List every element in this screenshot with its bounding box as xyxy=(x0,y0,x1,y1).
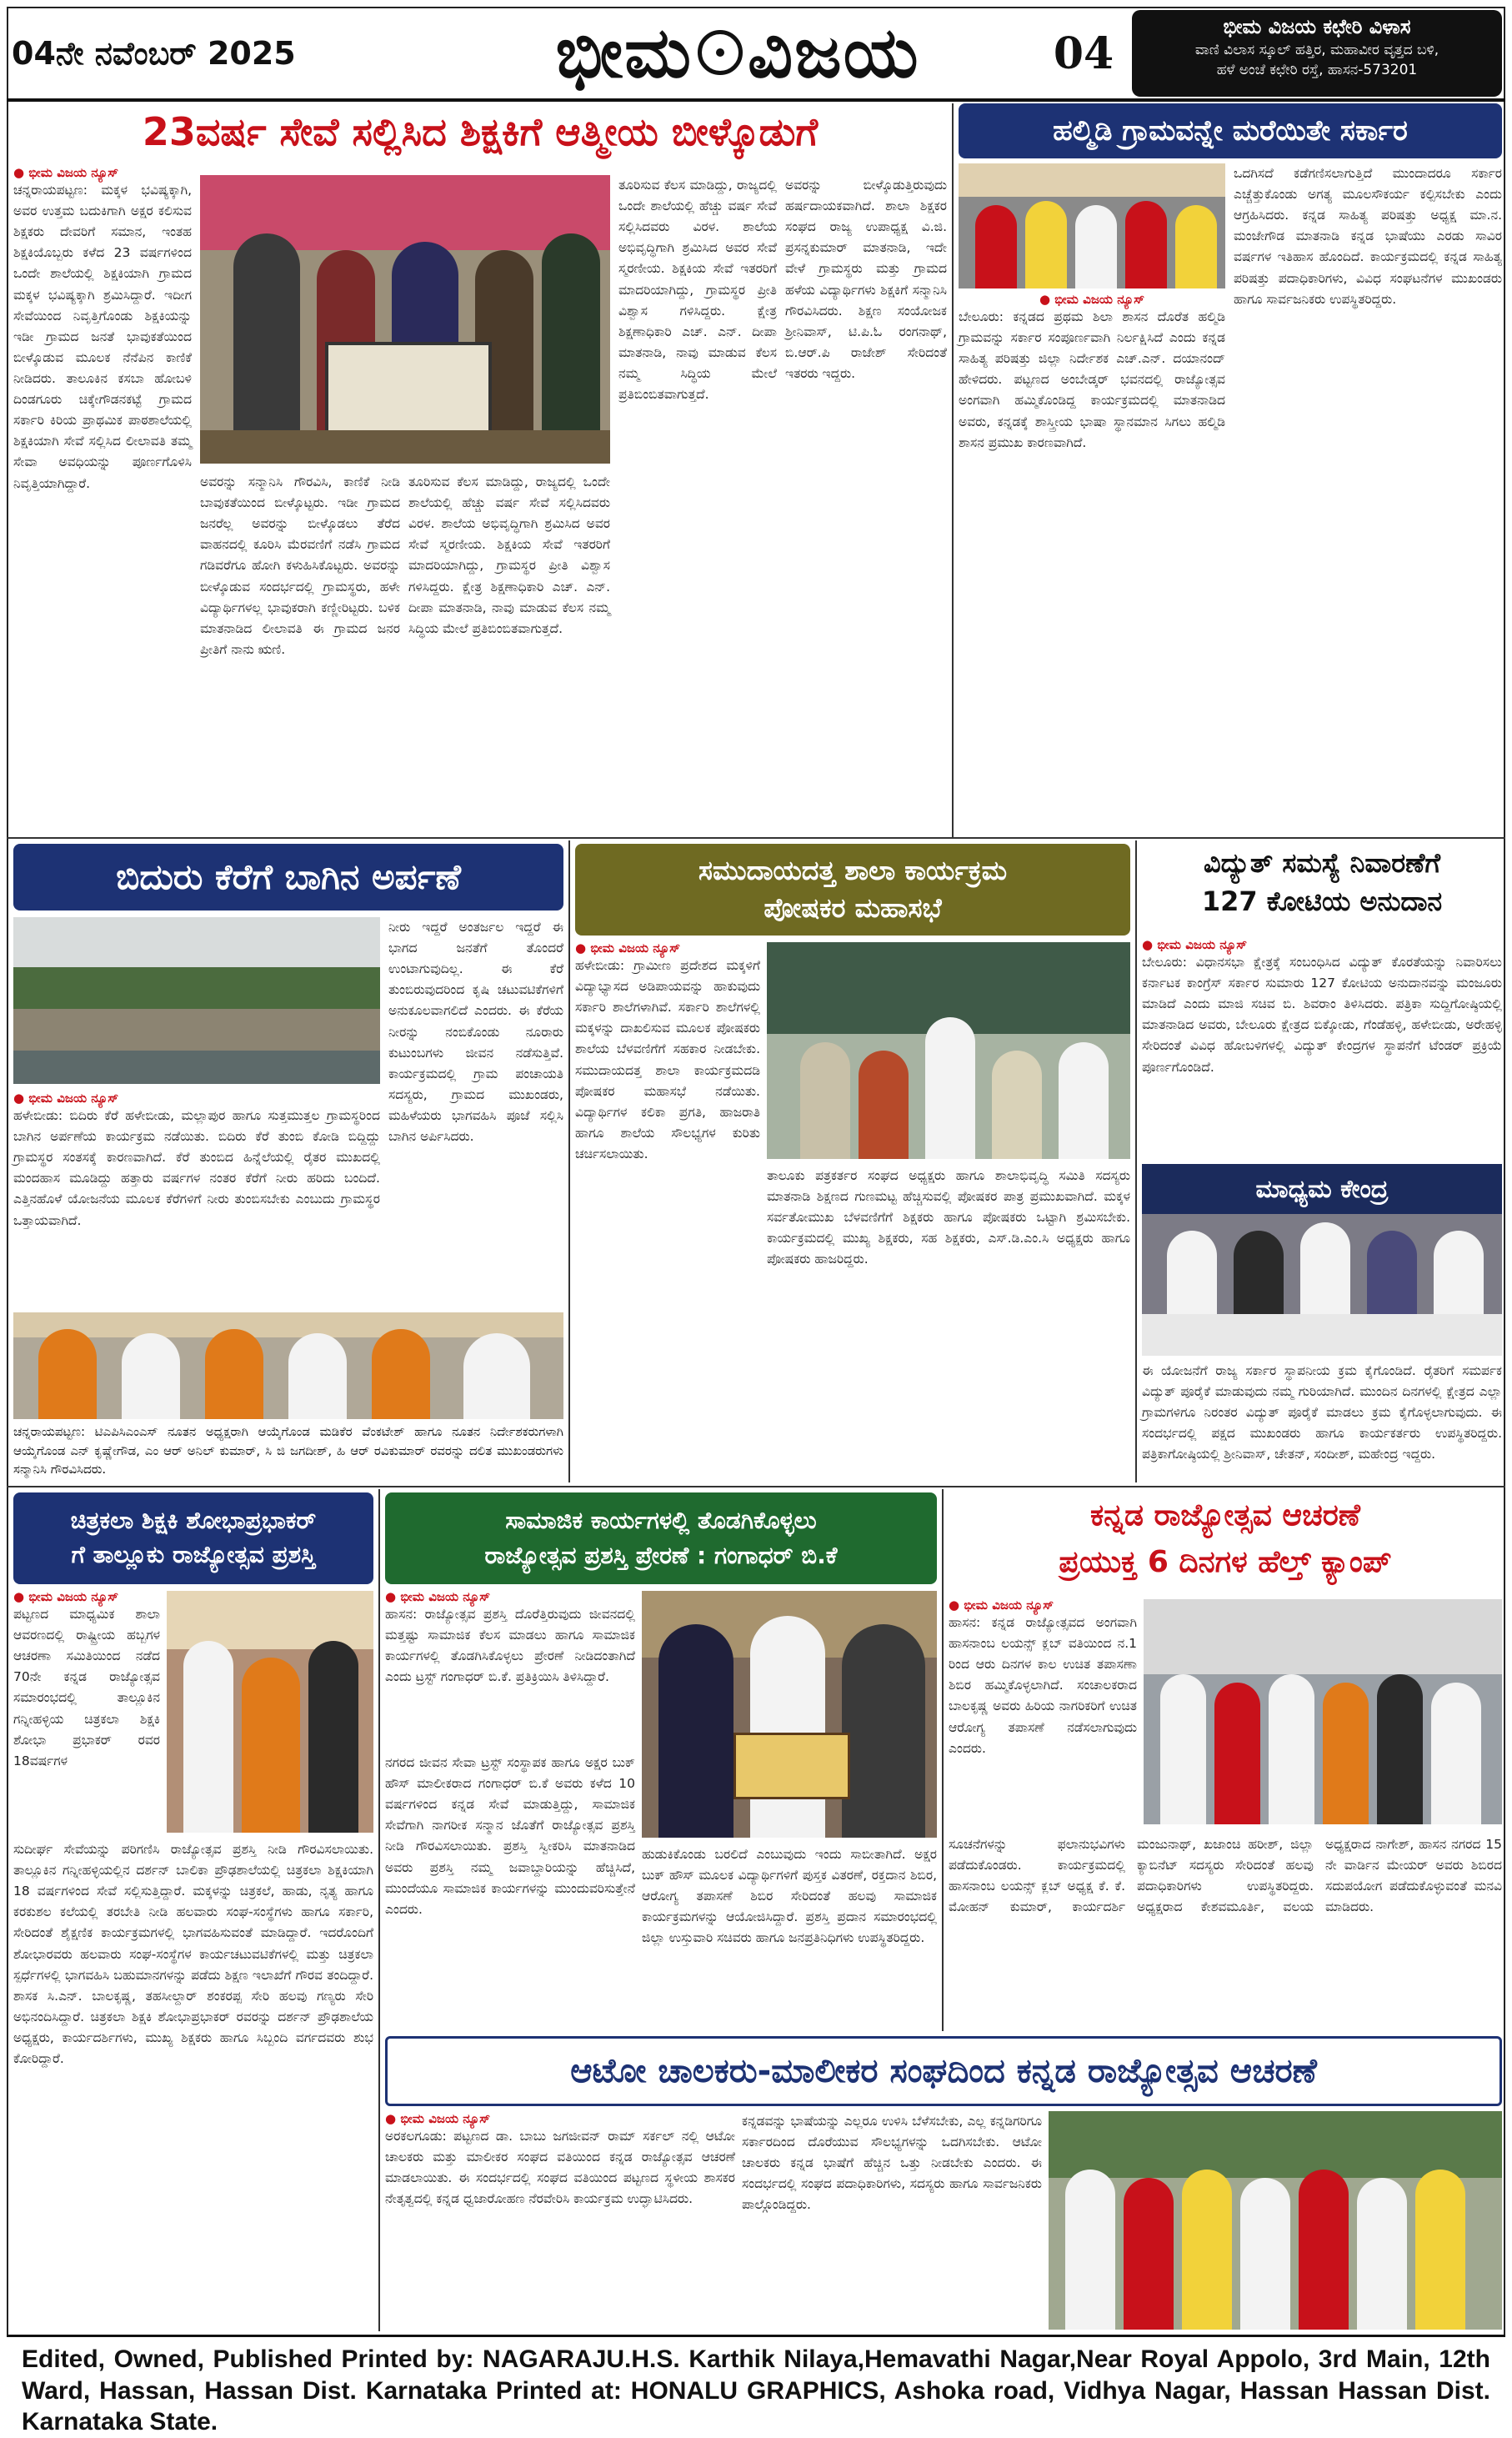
auto-col2 xyxy=(742,2111,1042,2330)
article-text: ನೀರು ಇದ್ದರೆ ಅಂತರ್ಜಲ ಇದ್ದರೆ ಈ ಭಾಗದ ಜನತೆಗೆ ತೊಂದರೆ ಉಂಟಾಗುವುದಿಲ್ಲ. ಈ ಕೆರೆ ತುಂಬಿರುವುದರಿಂದ ಕೃಷಿ ಚಟುವಟಿಕೆಗಳಿಗೆ ಅನುಕೂಲವಾಗಲಿದೆ ಎಂದರು. ಈ ಕೆರೆಯ ನೀರನ್ನು ನಂಬಿಕೊಂಡು ನೂರಾರು ಕುಟುಂಬಗಳು ಜೀವನ ನಡೆಸುತ್ತಿವೆ. ಕಾರ್ಯಕ್ರಮದಲ್ಲಿ ಗ್ರಾಮ ಪಂಚಾಯತಿ ಸದಸ್ಯರು, ಗ್ರಾಮದ ಮುಖಂಡರು, ಮಹಿಳೆಯರು ಭಾಗವಹಿಸಿ ಪೂಜೆ ಸಲ್ಲಿಸಿ ಬಾಗಿನ ಅರ್ಪಿಸಿದರು. xyxy=(388,920,563,1145)
logo-left: ಭೀಮ xyxy=(555,11,693,93)
byline: ● ಭೀಮ ವಿಜಯ ನ್ಯೂಸ್ xyxy=(385,2111,735,2126)
school-meeting-photo xyxy=(767,942,1130,1159)
byline: ● ಭೀಮ ವಿಜಯ ನ್ಯೂಸ್ xyxy=(575,941,760,956)
headline-line1: ವಿದ್ಯುತ್ ಸಮಸ್ಯೆ ನಿವಾರಣೆಗೆ xyxy=(1203,847,1441,879)
chakra-icon xyxy=(698,30,743,75)
office-line2: ಹಳೆ ಅಂಚೆ ಕಛೇರಿ ರಸ್ತೆ, ಹಾಸನ-573201 xyxy=(1216,62,1418,78)
article-text: ಒದಗಿಸದೆ ಕಡೆಗಣಿಸಲಾಗುತ್ತಿದೆ ಮುಂದಾದರೂ ಸರ್ಕಾರ ಎಚ್ಚೆತ್ತುಕೊಂಡು ಅಗತ್ಯ ಮೂಲಸೌಕರ್ಯ ಕಲ್ಪಿಸಬೇಕು ಎಂದು ಆಗ್ರಹಿಸಿದರು. ಕನ್ನಡ ಸಾಹಿತ್ಯ ಪರಿಷತ್ತು ಅಧ್ಯಕ್ಷ ಮಾ.ನ. ಮಂಜೇಗೌಡ ಮಾತನಾಡಿ ಕನ್ನಡ ಭಾಷೆಯು ಎರಡು ಸಾವಿರ ವರ್ಷಗಳ ಇತಿಹಾಸ ಹೊಂದಿದೆ. ಕಾರ್ಯಕ್ರಮದಲ್ಲಿ ಕನ್ನಡ ಸಾಹಿತ್ಯ ಪರಿಷತ್ತು ಪದಾಧಿಕಾರಿಗಳು, ವಿವಿಧ ಸಂಘಟನೆಗಳ ಮುಖಂಡರು ಹಾಗೂ ಸಾರ್ವಜನಿಕರು ಉಪಸ್ಥಿತರಿದ್ದರು. xyxy=(1234,166,1502,307)
teacher-col2 xyxy=(200,472,400,830)
newspaper-logo xyxy=(450,8,1025,97)
headline-line1: ಕನ್ನಡ ರಾಜ್ಯೋತ್ಸವ ಆಚರಣೆ xyxy=(1089,1498,1360,1533)
headline-line2: ಪ್ರಯುಕ್ತ 6 ದಿನಗಳ ಹೆಲ್ತ್ ಕ್ಯಾಂಪ್ xyxy=(1059,1544,1392,1579)
headline-line1: ಚಿತ್ರಕಲಾ ಶಿಕ್ಷಕಿ ಶೋಭಾಪ್ರಭಾಕರ್ xyxy=(70,1507,317,1535)
article-text: ಕನ್ನಡವನ್ನು ಭಾಷೆಯನ್ನು ಎಲ್ಲರೂ ಉಳಿಸಿ ಬೆಳೆಸಬೇಕು, ಎಲ್ಲ ಕನ್ನಡಿಗರಿಗೂ ಸರ್ಕಾರದಿಂದ ದೊರೆಯುವ ಸೌಲಭ್ಯಗಳನ್ನು ಒದಗಿಸಬೇಕು. ಆಟೋ ಚಾಲಕರು ಕನ್ನಡ ಭಾಷೆಗೆ ಹೆಚ್ಚಿನ ಒತ್ತು ನೀಡಬೇಕು ಎಂದರು. ಈ ಸಂದರ್ಭದಲ್ಲಿ ಸಂಘದ ಪದಾಧಿಕಾರಿಗಳು, ಸದಸ್ಯರು ಹಾಗೂ ಸಾರ್ವಜನಿಕರು ಪಾಲ್ಗೊಂಡಿದ್ದರು. xyxy=(742,2114,1042,2213)
headline-line2: 127 ಕೋಟಿಯ ಅನುದಾನ xyxy=(1201,885,1443,918)
article-text: ಹುಡುಕಿಕೊಂಡು ಬರಲಿದೆ ಎಂಬುವುದು ಇಂದು ಸಾಬೀತಾಗಿದೆ. ಅಕ್ಷರ ಬುಕ್ ಹೌಸ್ ಮೂಲಕ ವಿದ್ಯಾರ್ಥಿಗಳಿಗೆ ಪುಸ್ತಕ ವಿತರಣೆ, ರಕ್ತದಾನ ಶಿಬಿರ, ಆರೋಗ್ಯ ತಪಾಸಣೆ ಶಿಬಿರ ಸೇರಿದಂತೆ ಹಲವು ಸಾಮಾಜಿಕ ಕಾರ್ಯಕ್ರಮಗಳನ್ನು ಆಯೋಜಿಸಿದ್ದಾರೆ. ಪ್ರಶಸ್ತಿ ಪ್ರದಾನ ಸಮಾರಂಭದಲ್ಲಿ ಜಿಲ್ಲಾ ಉಸ್ತುವಾರಿ ಸಚಿವರು ಹಾಗೂ ಜನಪ್ರತಿನಿಧಿಗಳು ಉಪಸ್ಥಿತರಿದ್ದರು. xyxy=(642,1847,937,1946)
article-text: ಹಾಸನ: ಕನ್ನಡ ರಾಜ್ಯೋತ್ಸವದ ಅಂಗವಾಗಿ ಹಾಸನಾಂಬ ಲಯನ್ಸ್ ಕ್ಲಬ್ ವತಿಯಿಂದ ನ.1 ರಿಂದ ಆರು ದಿನಗಳ ಕಾಲ ಉಚಿತ ತಪಾಸಣಾ ಶಿಬಿರ ಹಮ್ಮಿಕೊಳ್ಳಲಾಗಿದೆ. ಸಂಚಾಲಕರಾದ ಬಾಲಕೃಷ್ಣ ಅವರು ಹಿರಿಯ ನಾಗರಿಕರಿಗೆ ಉಚಿತ ಆರೋಗ್ಯ ತಪಾಸಣೆ ನಡೆಸಲಾಗುವುದು ಎಂದರು. xyxy=(949,1615,1137,1756)
halmidi-photo xyxy=(959,163,1225,288)
headline-electricity xyxy=(1142,844,1502,936)
auto-drivers-photo xyxy=(1049,2111,1502,2330)
headline-line1: ಸಾಮಾಜಿಕ ಕಾರ್ಯಗಳಲ್ಲಿ ತೊಡಗಿಕೊಳ್ಳಲು xyxy=(505,1507,817,1534)
electricity-body xyxy=(1142,1361,1502,1482)
article-text: ತಾಲೂಕು ಪತ್ರಕರ್ತರ ಸಂಘದ ಅಧ್ಯಕ್ಷರು ಹಾಗೂ ಶಾಲಾಭಿವೃದ್ಧಿ ಸಮಿತಿ ಸದಸ್ಯರು ಮಾತನಾಡಿ ಶಿಕ್ಷಣದ ಗುಣಮಟ್ಟ ಹೆಚ್ಚಿಸುವಲ್ಲಿ ಪೋಷಕರ ಪಾತ್ರ ಪ್ರಮುಖವಾಗಿದೆ. ಮಕ್ಕಳ ಸರ್ವತೋಮುಖ ಬೆಳವಣಿಗೆಗೆ ಶಿಕ್ಷಕರು ಹಾಗೂ ಪೋಷಕರು ಒಟ್ಟಾಗಿ ಶ್ರಮಿಸಬೇಕು. ಕಾರ್ಯಕ್ರಮದಲ್ಲಿ ಮುಖ್ಯ ಶಿಕ್ಷಕರು, ಸಹ ಶಿಕ್ಷಕರು, ಎಸ್.ಡಿ.ಎಂ.ಸಿ ಅಧ್ಯಕ್ಷರು ಹಾಗೂ ಪೋಷಕರು ಹಾಜರಿದ್ದರು. xyxy=(767,1168,1130,1267)
article-text: ಅವರನ್ನು ಸನ್ಮಾನಿಸಿ ಗೌರವಿಸಿ, ಕಾಣಿಕೆ ನೀಡಿ ಬಾವುಕತೆಯಿಂದ ಬೀಳ್ಕೊಟ್ಟರು. ಇಡೀ ಗ್ರಾಮದ ಜನರೆಲ್ಲ ಅವರನ್ನು ಬೀಳ್ಕೊಡಲು ತೆರೆದ ವಾಹನದಲ್ಲಿ ಕೂರಿಸಿ ಮೆರವಣಿಗೆ ನಡೆಸಿ ಗ್ರಾಮದ ಗಡಿವರೆಗೂ ಹೋಗಿ ಕಳುಹಿಸಿಕೊಟ್ಟರು. ಅವರನ್ನು ಬೀಳ್ಕೊಡುವ ಸಂದರ್ಭದಲ್ಲಿ ಗ್ರಾಮಸ್ಥರು, ಹಳೇ ವಿದ್ಯಾರ್ಥಿಗಳಲ್ಲ ಭಾವುಕರಾಗಿ ಕಣ್ಣೀರಿಟ್ಟರು. ಬಳಿಕ ಮಾತನಾಡಿದ ಲೀಲಾವತಿ ಈ ಗ್ರಾಮದ ಜನರ ಪ್ರೀತಿಗೆ ನಾನು ಋಣಿ. xyxy=(200,474,400,657)
article-text: ತೂರಿಸುವ ಕೆಲಸ ಮಾಡಿದ್ದು, ರಾಜ್ಯದಲ್ಲಿ ಒಂದೇ ಶಾಲೆಯಲ್ಲಿ ಹೆಚ್ಚು ವರ್ಷ ಸೇವೆ ಸಲ್ಲಿಸಿದವರು ವಿರಳ. ಶಾಲೆಯ ಅಭಿವೃದ್ಧಿಗಾಗಿ ಶ್ರಮಿಸಿದ ಅವರ ಸೇವೆ ಸ್ಮರಣೀಯ. ಶಿಕ್ಷಕಿಯ ಸೇವೆ ಇತರರಿಗೆ ಮಾದರಿಯಾಗಿದ್ದು, ಗ್ರಾಮಸ್ಥರ ಪ್ರೀತಿ ವಿಶ್ವಾಸ ಗಳಿಸಿದ್ದರು. ಕ್ಷೇತ್ರ ಶಿಕ್ಷಣಾಧಿಕಾರಿ ಎಚ್. ಎನ್. ದೀಪಾ ಮಾತನಾಡಿ, ನಾವು ಮಾಡುವ ಕೆಲಸ ನಮ್ಮ ಸಿದ್ಧಿಯ ಮೇಲೆ ಪ್ರತಿಬಿಂಬಿತವಾಗುತ್ತದೆ. xyxy=(618,178,777,403)
row-divider xyxy=(7,837,1505,839)
headline-line2: ಗೆ ತಾಲ್ಲೂಕು ರಾಜ್ಯೋತ್ಸವ ಪ್ರಶಸ್ತಿ xyxy=(71,1541,316,1568)
headline-school-meeting xyxy=(575,844,1130,936)
masthead-rule xyxy=(7,98,1505,102)
byline: ● ಭೀಮ ವಿಜಯ ನ್ಯೂಸ್ xyxy=(13,1091,380,1106)
lake-photo xyxy=(13,917,380,1084)
article-text: ಪಟ್ಟಣದ ಮಾಧ್ಯಮಿಕ ಶಾಲಾ ಆವರಣದಲ್ಲಿ ರಾಷ್ಟ್ರೀಯ ಹಬ್ಬಗಳ ಆಚರಣಾ ಸಮಿತಿಯಿಂದ ನಡೆದ 70ನೇ ಕನ್ನಡ ರಾಜ್ಯೋತ್ಸವ ಸಮಾರಂಭದಲ್ಲಿ ತಾಲ್ಲೂಕಿನ ಗನ್ನೀಹಳ್ಳಿಯ ಚಿತ್ರಕಲಾ ಶಿಕ್ಷಕಿ ಶೋಭಾ ಪ್ರಭಾಕರ್ ರವರ 18ವರ್ಷಗಳ xyxy=(13,1607,160,1768)
art-teacher-body xyxy=(13,1839,373,2330)
article-text: ಸೂಚನೆಗಳನ್ನು ಫಲಾನುಭವಿಗಳು ಪಡೆದುಕೊಂಡರು. ಕಾರ್ಯಕ್ರಮದಲ್ಲಿ ಹಾಸನಾಂಬ ಲಯನ್ಸ್ ಕ್ಲಬ್ ಅಧ್ಯಕ್ಷ ಕೆ. ಕೆ. ಮೋಹನ್ ಕುಮಾರ್, ಕಾರ್ಯದರ್ಶಿ ಮಂಜುನಾಥ್, ಖಜಾಂಚಿ ಹರೀಶ್, ಜಿಲ್ಲಾ ಕ್ಯಾಬಿನೆಟ್ ಸದಸ್ಯರು ಸೇರಿದಂತೆ ಹಲವು ಪದಾಧಿಕಾರಿಗಳು ಉಪಸ್ಥಿತರಿದ್ದರು. ಅಧ್ಯಕ್ಷರಾದ ಕೇಶವಮೂರ್ತಿ, ವಲಯ ಅಧ್ಯಕ್ಷರಾದ ನಾಗೇಶ್, ಹಾಸನ ನಗರದ 15 ನೇ ವಾರ್ಡಿನ ಮೇಯರ್ ಅವರು ಶಿಬಿರದ ಸದುಪಯೋಗ ಪಡೆದುಕೊಳ್ಳುವಂತೆ ಮನವಿ ಮಾಡಿದರು. xyxy=(949,1837,1502,1915)
bidiru-col2 xyxy=(388,917,563,1307)
teacher-col3 xyxy=(618,175,777,832)
headline-halmidi: ಹಲ್ಮಿಡಿ ಗ್ರಾಮವನ್ನೇ ಮರೆಯಿತೇ ಸರ್ಕಾರ xyxy=(959,103,1502,158)
headline-line2: ರಾಜ್ಯೋತ್ಸವ ಪ್ರಶಸ್ತಿ ಪ್ರೇರಣೆ : ಗಂಗಾಧರ್ ಬಿ.ಕೆ xyxy=(484,1542,838,1569)
school-col1 xyxy=(575,941,760,1474)
bidiru-col1 xyxy=(13,1091,380,1307)
health-camp-photo xyxy=(1144,1599,1502,1824)
madhyama-banner: ಮಾಧ್ಯಮ ಕೇಂದ್ರ xyxy=(1142,1164,1502,1214)
teacher-farewell-photo xyxy=(200,175,610,464)
halmidi-col2 xyxy=(1234,163,1502,834)
teacher-col1 xyxy=(13,165,192,832)
page-number: 04 xyxy=(1053,28,1114,79)
office-title: ಭೀಮ ವಿಜಯ ಕಛೇರಿ ವಿಳಾಸ xyxy=(1223,15,1411,38)
article-text: ಹಳೇಬೀಡು: ಬಿದಿರು ಕೆರೆ ಹಳೇಬೀಡು, ಮಲ್ಲಾಪುರ ಹಾಗೂ ಸುತ್ತಮುತ್ತಲ ಗ್ರಾಮಸ್ಥರಿಂದ ಬಾಗಿನ ಅರ್ಪಣೆಯ ಕಾರ್ಯಕ್ರಮ ನಡೆಯಿತು. ಬಿದಿರು ಕೆರೆ ತುಂಬಿ ಕೋಡಿ ಬಿದ್ದಿದ್ದು ಗ್ರಾಮಸ್ಥರ ಸಂತಸಕ್ಕೆ ಕಾರಣವಾಗಿದೆ. ಕೆರೆ ತುಂಬಿದ ಹಿನ್ನೆಲೆಯಲ್ಲಿ ರೈತರ ಮುಖದಲ್ಲಿ ಮಂದಹಾಸ ಮೂಡಿದ್ದು ಹತ್ತಾರು ವರ್ಷಗಳ ನಂತರ ಕೆರೆಗೆ ನೀರು ಹರಿದು ಬಂದಿದೆ. ಎತ್ತಿನಹೊಳೆ ಯೋಜನೆಯ ಮೂಲಕ ಕೆರೆಗಳಿಗೆ ನೀರು ತುಂಬಿಸಬೇಕು ಎಂಬುದು ಗ್ರಾಮಸ್ಥರ ಒತ್ತಾಯವಾಗಿದೆ. xyxy=(13,1108,380,1228)
headline-auto-drivers: ಆಟೋ ಚಾಲಕರು-ಮಾಲೀಕರ ಸಂಘದಿಂದ ಕನ್ನಡ ರಾಜ್ಯೋತ್ಸವ ಆಚರಣೆ xyxy=(385,2036,1502,2106)
teacher-col4 xyxy=(785,175,947,832)
article-text: ಸುದೀರ್ಘ ಸೇವೆಯನ್ನು ಪರಿಗಣಿಸಿ ರಾಜ್ಯೋತ್ಸವ ಪ್ರಶಸ್ತಿ ನೀಡಿ ಗೌರವಿಸಲಾಯಿತು. ತಾಲ್ಲೂಕಿನ ಗನ್ನೀಹಳ್ಳಿಯಲ್ಲಿನ ದರ್ಶನ್ ಬಾಲಿಕಾ ಪ್ರೌಢಶಾಲೆಯಲ್ಲಿ ಚಿತ್ರಕಲಾ ಶಿಕ್ಷಕಿಯಾಗಿ 18 ವರ್ಷಗಳಿಂದ ಸೇವೆ ಸಲ್ಲಿಸುತ್ತಿದ್ದಾರೆ. ಮಕ್ಕಳನ್ನು ಚಿತ್ರಕಲೆ, ಹಾಡು, ನೃತ್ಯ ಹಾಗೂ ಕರಕುಶಲ ಕಲೆಯಲ್ಲಿ ತರಬೇತಿ ನೀಡಿ ಹಲವಾರು ಸಂಘ-ಸಂಸ್ಥೆಗಳು ಹಾಗೂ ಸರ್ಕಾರಿ, ಸೇರಿದಂತೆ ಶೈಕ್ಷಣಿಕ ಕಾರ್ಯಕ್ರಮಗಳಲ್ಲಿ ಭಾಗವಹಿಸುವಂತೆ ಮಾಡಿದ್ದಾರೆ. ಇದರೊಂದಿಗೆ ಶೋಭಾರವರು ಹಲವಾರು ಸಂಘ-ಸಂಸ್ಥೆಗಳ ಕಾರ್ಯಚಟುವಟಿಕೆಗಳಲ್ಲಿ ಮತ್ತು ಚಿತ್ರಕಲಾ ಸ್ಪರ್ಧೆಗಳಲ್ಲಿ ಭಾಗವಹಿಸಿ ಬಹುಮಾನಗಳನ್ನು ಪಡೆದು ಶಿಕ್ಷಣ ಇಲಾಖೆಗೆ ಗೌರವ ತಂದಿದ್ದಾರೆ. ಶಾಸಕ ಸಿ.ಎನ್. ಬಾಲಕೃಷ್ಣ, ತಹಸೀಲ್ದಾರ್ ಶಂಕರಪ್ಪ ಸೇರಿ ಹಲವು ಗಣ್ಯರು ಸೇರಿ ಅಭಿನಂದಿಸಿದ್ದಾರೆ. ಚಿತ್ರಕಲಾ ಶಿಕ್ಷಕಿ ಶೋಭಾಪ್ರಭಾಕರ್‌ ರವರನ್ನು ದರ್ಶನ್ ಪ್ರೌಢಶಾಲೆಯ ಅಧ್ಯಕ್ಷರು, ಕಾರ್ಯದರ್ಶಿಗಳು, ಮುಖ್ಯ ಶಿಕ್ಷಕರು ಹಾಗೂ ಸಿಬ್ಬಂದಿ ವರ್ಗದವರು ಶುಭ ಕೋರಿದ್ದಾರೆ. xyxy=(13,1842,373,2067)
headline-teacher-farewell: 23ವರ್ಷ ಸೇವೆ ಸಲ್ಲಿಸಿದ ಶಿಕ್ಷಕಿಗೆ ಆತ್ಮೀಯ ಬೀಳ್ಕೊಡುಗೆ xyxy=(142,109,819,154)
column-divider xyxy=(952,103,954,837)
article-text: ಅವರನ್ನು ಬೀಳ್ಕೊಡುತ್ತಿರುವುದು ಹರ್ಷದಾಯಕವಾಗಿದೆ. ಶಾಲಾ ಶಿಕ್ಷಕರ ಸಂಘದ ರಾಜ್ಯ ಉಪಾಧ್ಯಕ್ಷ ವಿ.ಜಿ. ಪ್ರಸನ್ನಕುಮಾರ್ ಮಾತನಾಡಿ, ಇದೇ ವೇಳೆ ಗ್ರಾಮಸ್ಥರು ಮತ್ತು ಗ್ರಾಮದ ಹಳೆಯ ವಿದ್ಯಾರ್ಥಿಗಳು ಶಿಕ್ಷಕಿಗೆ ಸನ್ಮಾನಿಸಿ ಗೌರವಿಸಿದರು. ಶಿಕ್ಷಣ ಸಂಯೋಜಕ ಶ್ರೀನಿವಾಸ್, ಟಿ.ಪಿ.ಓ ರಂಗನಾಥ್, ಬಿ.ಆರ್.ಪಿ ರಾಜೇಶ್ ಸೇರಿದಂತೆ ಇತರರು ಇದ್ದರು. xyxy=(785,178,947,381)
byline: ● ಭೀಮ ವಿಜಯ ನ್ಯೂಸ್ xyxy=(1142,937,1502,952)
teacher-col2b xyxy=(408,472,610,830)
byline: ● ಭೀಮ ವಿಜಯ ನ್ಯೂಸ್ xyxy=(13,1589,160,1604)
byline: ● ಭೀಮ ವಿಜಯ ನ್ಯೂಸ್ xyxy=(13,165,192,180)
press-meet-photo xyxy=(1142,1164,1502,1356)
halmidi-col1 xyxy=(959,292,1225,834)
headline-health-camp xyxy=(949,1492,1502,1593)
headline-line2: ಪೋಷಕರ ಮಹಾಸಭೆ xyxy=(764,892,942,924)
article-text: ಬೇಲೂರು: ವಿಧಾನಸಭಾ ಕ್ಷೇತ್ರಕ್ಕೆ ಸಂಬಂಧಿಸಿದ ವಿದ್ಯುತ್ ಕೊರತೆಯನ್ನು ನಿವಾರಿಸಲು ಕರ್ನಾಟಕ ಕಾಂಗ್ರೆಸ್ ಸರ್ಕಾರ ಸುಮಾರು 127 ಕೋಟಿಯ ಅನುದಾನವನ್ನು ಮಂಜೂರು ಮಾಡಿದೆ ಎಂದು ಮಾಜಿ ಸಚಿವ ಬಿ. ಶಿವರಾಂ ತಿಳಿಸಿದರು. ಪತ್ರಿಕಾ ಸುದ್ದಿಗೋಷ್ಠಿಯಲ್ಲಿ ಮಾತನಾಡಿದ ಅವರು, ಬೇಲೂರು ಕ್ಷೇತ್ರದ ಬಿಕ್ಕೋಡು, ಗೆಂಡೆಹಳ್ಳಿ, ಹಳೇಬೀಡು, ಅರೇಹಳ್ಳಿ ಸೇರಿದಂತೆ ವಿವಿಧ ಹೋಬಳಿಗಳಲ್ಲಿ ವಿದ್ಯುತ್ ಕೇಂದ್ರಗಳ ಸ್ಥಾಪನೆಗೆ ಟೆಂಡರ್ ಪ್ರಕ್ರಿಯೆ ಪೂರ್ಣಗೊಂಡಿದೆ. xyxy=(1142,955,1502,1075)
column-divider xyxy=(1135,840,1137,1482)
article-text: ತೂರಿಸುವ ಕೆಲಸ ಮಾಡಿದ್ದು, ರಾಜ್ಯದಲ್ಲಿ ಒಂದೇ ಶಾಲೆಯಲ್ಲಿ ಹೆಚ್ಚು ವರ್ಷ ಸೇವೆ ಸಲ್ಲಿಸಿದವರು ವಿರಳ. ಶಾಲೆಯ ಅಭಿವೃದ್ಧಿಗಾಗಿ ಶ್ರಮಿಸಿದ ಅವರ ಸೇವೆ ಸ್ಮರಣೀಯ. ಶಿಕ್ಷಕಿಯ ಸೇವೆ ಇತರರಿಗೆ ಮಾದರಿಯಾಗಿದ್ದು, ಗ್ರಾಮಸ್ಥರ ಪ್ರೀತಿ ವಿಶ್ವಾಸ ಗಳಿಸಿದ್ದರು. ಕ್ಷೇತ್ರ ಶಿಕ್ಷಣಾಧಿಕಾರಿ ಎಚ್. ಎನ್. ದೀಪಾ ಮಾತನಾಡಿ, ನಾವು ಮಾಡುವ ಕೆಲಸ ನಮ್ಮ ಸಿದ್ಧಿಯ ಮೇಲೆ ಪ್ರತಿಬಿಂಬಿತವಾಗುತ್ತದೆ. xyxy=(408,474,610,636)
article-text: ಹಾಸನ: ರಾಜ್ಯೋತ್ಸವ ಪ್ರಶಸ್ತಿ ದೊರೆತ್ತಿರುವುದು ಜೀವನದಲ್ಲಿ ಮತ್ತಷ್ಟು ಸಾಮಾಜಿಕ ಕೆಲಸ ಮಾಡಲು ಹಾಗೂ ಸಾಮಾಜಿಕ ಕಾರ್ಯಗಳಲ್ಲಿ ತೊಡಗಿಸಿಕೊಳ್ಳಲು ಪ್ರೇರಣೆ ನೀಡಿದಂತಾಗಿದೆ ಎಂದು ಟ್ರಸ್ಟ್ ಗಂಗಾಧರ್ ಬಿ.ಕೆ. ಪ್ರತಿಕ್ರಿಯಿಸಿ ತಿಳಿಸಿದ್ದಾರೆ. xyxy=(385,1607,635,1685)
article-text: ಹಳೇಬೀಡು: ಗ್ರಾಮೀಣ ಪ್ರದೇಶದ ಮಕ್ಕಳಿಗೆ ವಿದ್ಯಾಭ್ಯಾಸದ ಅಡಿಪಾಯವನ್ನು ಹಾಕುವುದು ಸರ್ಕಾರಿ ಶಾಲೆಗಳಾಗಿವೆ. ಸರ್ಕಾರಿ ಶಾಲೆಗಳಲ್ಲಿ ಮಕ್ಕಳನ್ನು ದಾಖಲಿಸುವ ಮೂಲಕ ಪೋಷಕರು ಶಾಲೆಯ ಬೆಳವಣಿಗೆಗೆ ಸಹಕಾರ ನೀಡಬೇಕು. ಸಮುದಾಯದತ್ತ ಶಾಲಾ ಕಾರ್ಯಕ್ರಮದಡಿ ಪೋಷಕರ ಮಹಾಸಭೆ ನಡೆಯಿತು. ವಿದ್ಯಾರ್ಥಿಗಳ ಕಲಿಕಾ ಪ್ರಗತಿ, ಹಾಜರಾತಿ ಹಾಗೂ ಶಾಲೆಯ ಸೌಲಭ್ಯಗಳ ಕುರಿತು ಚರ್ಚಿಸಲಾಯಿತು. xyxy=(575,958,760,1161)
issue-date: 04ನೇ ನವೆಂಬರ್ 2025 xyxy=(12,34,296,72)
tapcms-caption: ಚನ್ನರಾಯಪಟ್ಟಣ: ಟಿಎಪಿಸಿಎಂಎಸ್ ನೂತನ ಅಧ್ಯಕ್ಷರಾಗಿ ಆಯ್ಕೆಗೊಂಡ ಮಡಿಕೆರ ವೆಂಕಟೇಶ್ ಹಾಗೂ ನೂತನ ನಿರ್ದೇಶಕರುಗಳಾಗಿ ಆಯ್ಕೆಗೊಂಡ ಎನ್ ಕೃಷ್ಣೇಗೌಡ, ಎಂ ಆರ್ ಅನಿಲ್ ಕುಮಾರ್, ಸಿ ಜಿ ಜಗದೀಶ್, ಹಿ ಆರ್ ರವಿಕುಮಾರ್ ರವರನ್ನು ದಲಿತ ಮುಖಂಡರುಗಳು ಸನ್ಮಾನಿಸಿ ಗೌರವಿಸಿದರು. xyxy=(13,1424,563,1477)
row-divider xyxy=(7,1486,1505,1487)
byline: ● ಭೀಮ ವಿಜಯ ನ್ಯೂಸ್ xyxy=(949,1598,1137,1613)
auto-col1 xyxy=(385,2111,735,2330)
electricity-intro xyxy=(1142,937,1502,1162)
article-text: ಅರಕಲಗೂಡು: ಪಟ್ಟಣದ ಡಾ. ಬಾಬು ಜಗಜೀವನ್ ರಾಮ್ ಸರ್ಕಲ್ ನಲ್ಲಿ ಆಟೋ ಚಾಲಕರು ಮತ್ತು ಮಾಲೀಕರ ಸಂಘದ ವತಿಯಿಂದ ಕನ್ನಡ ರಾಜ್ಯೋತ್ಸವ ಆಚರಣೆ ಮಾಡಲಾಯಿತು. ಈ ಸಂದರ್ಭದಲ್ಲಿ ಸಂಘದ ವತಿಯಿಂದ ಪಟ್ಟಣದ ಸ್ಥಳೀಯ ಶಾಸಕರ ನೇತೃತ್ವದಲ್ಲಿ ಕನ್ನಡ ಧ್ವಜಾರೋಹಣ ನೆರವೇರಿಸಿ ಕಾರ್ಯಕ್ರಮ ಉದ್ಘಾಟಿಸಿದರು. xyxy=(385,2129,735,2207)
logo-right: ವಿಜಯ xyxy=(747,11,920,93)
byline: ● ಭೀಮ ವಿಜಯ ನ್ಯೂಸ್ xyxy=(959,292,1225,307)
office-line1: ವಾಣಿ ವಿಲಾಸ ಸ್ಕೂಲ್ ಹತ್ತಿರ, ಮಹಾವೀರ ವೃತ್ತದ ಬಳಿ, xyxy=(1194,42,1439,58)
column-divider xyxy=(568,840,570,1482)
column-divider xyxy=(378,1489,380,2331)
article-text: ಬೇಲೂರು: ಕನ್ನಡದ ಪ್ರಥಮ ಶಿಲಾ ಶಾಸನ ದೊರೆತ ಹಲ್ಮಿಡಿ ಗ್ರಾಮವನ್ನು ಸರ್ಕಾರ ಸಂಪೂರ್ಣವಾಗಿ ನಿರ್ಲಕ್ಷಿಸಿದೆ ಎಂದು ಕನ್ನಡ ಸಾಹಿತ್ಯ ಪರಿಷತ್ತು ಜಿಲ್ಲಾ ನಿರ್ದೇಶಕ ಎಚ್.ಎನ್. ದಯಾನಂದ್ ಹೇಳಿದರು. ಪಟ್ಟಣದ ಅಂಬೇಡ್ಕರ್ ಭವನದಲ್ಲಿ ರಾಜ್ಯೋತ್ಸವ ಅಂಗವಾಗಿ ಹಮ್ಮಿಕೊಂಡಿದ್ದ ಕಾರ್ಯಕ್ರಮದಲ್ಲಿ ಮಾತನಾಡಿದ ಅವರು, ಕನ್ನಡಕ್ಕೆ ಶಾಸ್ತ್ರೀಯ ಭಾಷಾ ಸ್ಥಾನಮಾನ ಸಿಗಲು ಹಲ್ಮಿಡಿ ಶಾಸನ ಪ್ರಮುಖ ಕಾರಣವಾಗಿದೆ. xyxy=(959,309,1225,450)
headline-line1: ಸಮುದಾಯದತ್ತ ಶಾಲಾ ಕಾರ್ಯಕ್ರಮ xyxy=(698,855,1008,887)
article-text: ಈ ಯೋಜನೆಗೆ ರಾಜ್ಯ ಸರ್ಕಾರ ಸ್ಥಾಪನೀಯ ಕ್ರಮ ಕೈಗೊಂಡಿದೆ. ರೈತರಿಗೆ ಸಮರ್ಪಕ ವಿದ್ಯುತ್ ಪೂರೈಕೆ ಮಾಡುವುದು ನಮ್ಮ ಗುರಿಯಾಗಿದೆ. ಮುಂದಿನ ದಿನಗಳಲ್ಲಿ ಕ್ಷೇತ್ರದ ಎಲ್ಲಾ ಗ್ರಾಮಗಳಿಗೂ ನಿರಂತರ ವಿದ್ಯುತ್ ಪೂರೈಕೆ ಮಾಡಲು ಕ್ರಮ ಕೈಗೊಳ್ಳಲಾಗುವುದು. ಈ ಸಂದರ್ಭದಲ್ಲಿ ಪಕ್ಷದ ಮುಖಂಡರು ಹಾಗೂ ಕಾರ್ಯಕರ್ತರು ಉಪಸ್ಥಿತರಿದ್ದರು. ಪತ್ರಿಕಾಗೋಷ್ಠಿಯಲ್ಲಿ ಶ್ರೀನಿವಾಸ್, ಚೇತನ್, ಸಂದೀಶ್, ಮಹೇಂದ್ರ ಇದ್ದರು. xyxy=(1142,1363,1502,1462)
headline-art-teacher xyxy=(13,1492,373,1584)
tapcms-photo xyxy=(13,1312,563,1419)
office-address-box xyxy=(1132,10,1502,97)
article-text: ಚನ್ನರಾಯಪಟ್ಟಣ: ಮಕ್ಕಳ ಭವಿಷ್ಯಕ್ಕಾಗಿ, ಅವರ ಉತ್ತಮ ಬದುಕಿಗಾಗಿ ಅಕ್ಷರ ಕಲಿಸುವ ಶಿಕ್ಷಕರು ದೇವರಿಗೆ ಸಮಾನ, ಇಂತಹ ಶಿಕ್ಷಕಿಯೊಬ್ಬರು ಕಳೆದ 23 ವರ್ಷಗಳಿಂದ ಒಂದೇ ಶಾಲೆಯಲ್ಲಿ ಶಿಕ್ಷಕಿಯಾಗಿ ಗ್ರಾಮದ ಮಕ್ಕಳ ಭವಿಷ್ಯಕ್ಕಾಗಿ ಶ್ರಮಿಸಿದ್ದಾರೆ. ಇದೀಗ ಸೇವೆಯಿಂದ ನಿವೃತ್ತಿಗೊಂಡು ಶಿಕ್ಷಕಿಯನ್ನು ಇಡೀ ಗ್ರಾಮದ ಜನತೆ ಭಾವುಕತೆಯಿಂದ ಬೀಳ್ಕೊಡುವ ಮೂಲಕ ನೆನೆಪಿನ ಕಾಣಿಕೆ ನೀಡಿದರು. ತಾಲೂಕಿನ ಕಸಬಾ ಹೋಬಳಿ ದಿಂಡಗೂರು ಚಿಕ್ಕೇಗೌಡನಕಟ್ಟೆ ಗ್ರಾಮದ ಸರ್ಕಾರಿ ಕಿರಿಯ ಪ್ರಾಥಮಿಕ ಪಾಠಶಾಲೆಯಲ್ಲಿ ಶಿಕ್ಷಕಿಯಾಗಿ ಸೇವೆ ಸಲ್ಲಿಸಿದ ಲೀಲಾವತಿ ತಮ್ಮ ಸೇವಾ ಅವಧಿಯನ್ನು ಪೂರ್ಣಗೊಳಿಸಿ ನಿವೃತ್ತಿಯಾಗಿದ್ದಾರೆ. xyxy=(13,183,192,491)
award-photo xyxy=(167,1591,373,1833)
health-camp-body xyxy=(949,1834,1502,2031)
imprint-footer: Edited, Owned, Published Printed by: NAGARAJU.H.S. Karthik Nilaya,Hemavathi Nagar,Near Royal Appolo, 3rd Main, 12th Ward, Hassan, Hassan Dist. Karnataka Printed at: HONALU GRAPHICS, Ashoka road, Vidhya Nagar, Hassan Hassan Dist. Karnataka State. xyxy=(7,2335,1505,2404)
art-teacher-side xyxy=(13,1589,160,1839)
column-divider xyxy=(942,1489,944,2031)
headline-bidiru-kere: ಬಿದುರು ಕೆರೆಗೆ ಬಾಗಿನ ಅರ್ಪಣೆ xyxy=(13,844,563,910)
headline-gangadhar xyxy=(385,1492,937,1584)
health-camp-side xyxy=(949,1598,1137,1831)
byline: ● ಭೀಮ ವಿಜಯ ನ್ಯೂಸ್ xyxy=(385,1589,635,1604)
school-col2 xyxy=(767,1166,1130,1474)
gangadhar-award-photo xyxy=(642,1591,937,1838)
article-text: ನಗರದ ಜೀವನ ಸೇವಾ ಟ್ರಸ್ಟ್ ಸಂಸ್ಥಾಪಕ ಹಾಗೂ ಅಕ್ಷರ ಬುಕ್ ಹೌಸ್ ಮಾಲೀಕರಾದ ಗಂಗಾಧರ್ ಬಿ.ಕೆ ಅವರು ಕಳೆದ 10 ವರ್ಷಗಳಿಂದ ಕನ್ನಡ ಸೇವೆ ಮಾಡುತ್ತಿದ್ದು, ಸಾಮಾಜಿಕ ಸೇವೆಗಾಗಿ ನಾಗರೀಕ ಸನ್ಮಾನ ಜೊತೆಗೆ ರಾಜ್ಯೋತ್ಸವ ಪ್ರಶಸ್ತಿ ನೀಡಿ ಗೌರವಿಸಲಾಯಿತು. ಪ್ರಶಸ್ತಿ ಸ್ವೀಕರಿಸಿ ಮಾತನಾಡಿದ ಅವರು ಪ್ರಶಸ್ತಿ ನಮ್ಮ ಜವಾಬ್ದಾರಿಯನ್ನು ಹೆಚ್ಚಿಸಿದೆ, ಮುಂದೆಯೂ ಸಾಮಾಜಿಕ ಕಾರ್ಯಗಳನ್ನು ಮುಂದುವರಿಸುತ್ತೇನೆ ಎಂದರು. xyxy=(385,1755,635,1917)
